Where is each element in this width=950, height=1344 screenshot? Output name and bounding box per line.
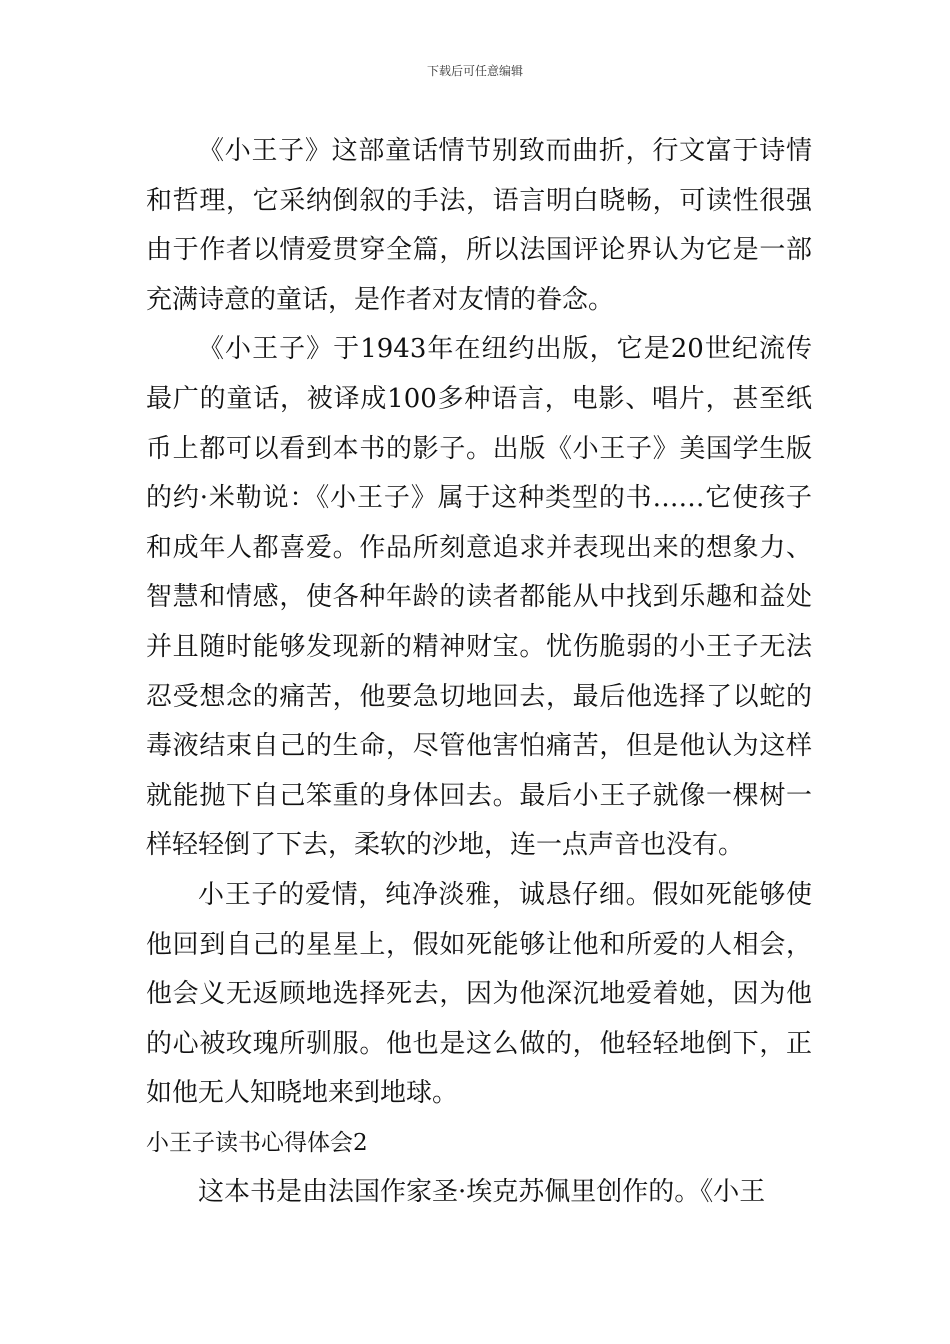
- document-body: [146, 127, 812, 1218]
- paragraph-2: 《小王子》于1943年在纽约出版，它是20世纪流传最广的童话，被译成100多种语言，电影、唱片，甚至纸币上都可以看到本书的影子。出版《小王子》美国学生版的约·米勒说：《小王子》属于这种类型的书……它使孩子和成年人都喜爱。作品所刻意追求并表现出来的想象力、智慧和情感，使各种年龄的读者都能从中找到乐趣和益处并且随时能够发现新的精神财宝。忧伤脆弱的小王子无法忍受想念的痛苦，他要急切地回去，最后他选择了以蛇的毒液结束自己的生命，尽管他害怕痛苦，但是他认为这样就能抛下自己笨重的身体回去。最后小王子就像一棵树一样轻轻倒了下去，柔软的沙地，连一点声音也没有。: [146, 334, 812, 861]
- page-header: 下载后可任意编辑: [426, 64, 523, 78]
- paragraph-1: 《小王子》这部童话情节别致而曲折，行文富于诗情和哲理，它采纳倒叙的手法，语言明白晓畅，可读性很强由于作者以情爱贯穿全篇，所以法国评论界认为它是一部充满诗意的童话，是作者对友情的眷念。: [146, 136, 812, 315]
- paragraph-3: 小王子的爱情，纯净淡雅，诚恳仔细。假如死能够使他回到自己的星星上，假如死能够让他和所爱的人相会，他会义无返顾地选择死去，因为他深沉地爱着她，因为他的心被玫瑰所驯服。他也是这么做的，他轻轻地倒下，正如他无人知晓地来到地球。: [146, 879, 812, 1109]
- paragraph-4: 这本书是由法国作家圣·埃克苏佩里创作的。《小王: [198, 1177, 766, 1208]
- section-title: 小王子读书心得体会2: [146, 1129, 368, 1156]
